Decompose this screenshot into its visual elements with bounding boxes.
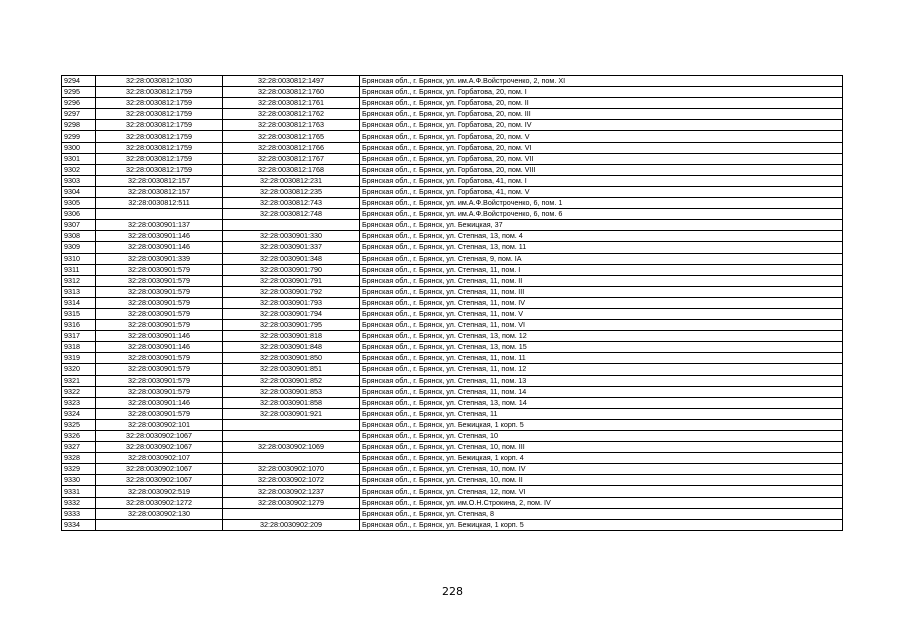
- table-row: [62, 164, 843, 175]
- address-cell: Брянская обл., г. Брянск, ул. Степная, 11, пом. V: [360, 308, 843, 319]
- object-cadastral-number-cell: 32:28:0030812:1497: [223, 76, 360, 87]
- table-row: [62, 198, 843, 209]
- parcel-cadastral-number-cell: 32:28:0030902:1067: [96, 475, 223, 486]
- table-row: [62, 431, 843, 442]
- address-cell: Брянская обл., г. Брянск, ул. Горбатова, 20, пом. VII: [360, 153, 843, 164]
- parcel-cadastral-number-cell: 32:28:0030901:146: [96, 397, 223, 408]
- object-cadastral-number-cell: 32:28:0030901:348: [223, 253, 360, 264]
- table-row: [62, 109, 843, 120]
- row-number-cell: 9332: [62, 497, 96, 508]
- table-row: [62, 186, 843, 197]
- row-number-cell: 9311: [62, 264, 96, 275]
- address-cell: Брянская обл., г. Брянск, ул. Степная, 11, пом. VI: [360, 320, 843, 331]
- parcel-cadastral-number-cell: 32:28:0030901:579: [96, 308, 223, 319]
- row-number-cell: 9297: [62, 109, 96, 120]
- object-cadastral-number-cell: 32:28:0030812:748: [223, 209, 360, 220]
- row-number-cell: 9321: [62, 375, 96, 386]
- row-number-cell: 9296: [62, 98, 96, 109]
- parcel-cadastral-number-cell: 32:28:0030812:1759: [96, 120, 223, 131]
- row-number-cell: 9331: [62, 486, 96, 497]
- row-number-cell: 9326: [62, 431, 96, 442]
- address-cell: Брянская обл., г. Брянск, ул. Бежицкая, 37: [360, 220, 843, 231]
- object-cadastral-number-cell: 32:28:0030812:1765: [223, 131, 360, 142]
- address-cell: Брянская обл., г. Брянск, ул. Степная, 11, пом. 12: [360, 364, 843, 375]
- table-row: [62, 120, 843, 131]
- address-cell: Брянская обл., г. Брянск, ул. Степная, 13, пом. 4: [360, 231, 843, 242]
- row-number-cell: 9307: [62, 220, 96, 231]
- object-cadastral-number-cell: 32:28:0030901:793: [223, 297, 360, 308]
- table-row: [62, 342, 843, 353]
- page-number: 228: [442, 585, 463, 598]
- object-cadastral-number-cell: 32:28:0030901:853: [223, 386, 360, 397]
- table-row: [62, 508, 843, 519]
- address-cell: Брянская обл., г. Брянск, ул. Степная, 9, пом. IA: [360, 253, 843, 264]
- parcel-cadastral-number-cell: 32:28:0030902:101: [96, 419, 223, 430]
- address-cell: Брянская обл., г. Брянск, ул. Горбатова, 20, пом. VI: [360, 142, 843, 153]
- address-cell: Брянская обл., г. Брянск, ул. им.А.Ф.Войстроченко, 6, пом. 1: [360, 198, 843, 209]
- object-cadastral-number-cell: 32:28:0030902:1070: [223, 464, 360, 475]
- address-cell: Брянская обл., г. Брянск, ул. Горбатова, 20, пом. V: [360, 131, 843, 142]
- row-number-cell: 9328: [62, 453, 96, 464]
- address-cell: Брянская обл., г. Брянск, ул. Степная, 12, пом. VI: [360, 486, 843, 497]
- object-cadastral-number-cell: [223, 508, 360, 519]
- address-cell: Брянская обл., г. Брянск, ул. Степная, 11: [360, 408, 843, 419]
- row-number-cell: 9325: [62, 419, 96, 430]
- parcel-cadastral-number-cell: 32:28:0030812:1759: [96, 142, 223, 153]
- object-cadastral-number-cell: 32:28:0030812:743: [223, 198, 360, 209]
- address-cell: Брянская обл., г. Брянск, ул. Степная, 11, пом. 11: [360, 353, 843, 364]
- object-cadastral-number-cell: 32:28:0030901:790: [223, 264, 360, 275]
- parcel-cadastral-number-cell: 32:28:0030902:107: [96, 453, 223, 464]
- parcel-cadastral-number-cell: 32:28:0030901:579: [96, 408, 223, 419]
- table-row: [62, 231, 843, 242]
- table-row: [62, 131, 843, 142]
- object-cadastral-number-cell: 32:28:0030812:1761: [223, 98, 360, 109]
- row-number-cell: 9330: [62, 475, 96, 486]
- object-cadastral-number-cell: 32:28:0030901:852: [223, 375, 360, 386]
- address-cell: Брянская обл., г. Брянск, ул. Степная, 13, пом. 15: [360, 342, 843, 353]
- object-cadastral-number-cell: 32:28:0030901:921: [223, 408, 360, 419]
- object-cadastral-number-cell: [223, 453, 360, 464]
- address-cell: Брянская обл., г. Брянск, ул. Степная, 11, пом. III: [360, 286, 843, 297]
- parcel-cadastral-number-cell: 32:28:0030902:1067: [96, 442, 223, 453]
- table-row: [62, 519, 843, 530]
- object-cadastral-number-cell: 32:28:0030901:337: [223, 242, 360, 253]
- table-row: [62, 253, 843, 264]
- parcel-cadastral-number-cell: [96, 209, 223, 220]
- parcel-cadastral-number-cell: 32:28:0030902:1067: [96, 431, 223, 442]
- object-cadastral-number-cell: 32:28:0030901:858: [223, 397, 360, 408]
- object-cadastral-number-cell: 32:28:0030901:791: [223, 275, 360, 286]
- address-cell: Брянская обл., г. Брянск, ул. Степная, 8: [360, 508, 843, 519]
- parcel-cadastral-number-cell: 32:28:0030901:579: [96, 353, 223, 364]
- address-cell: Брянская обл., г. Брянск, ул. им.А.Ф.Войстроченко, 6, пом. 6: [360, 209, 843, 220]
- row-number-cell: 9316: [62, 320, 96, 331]
- object-cadastral-number-cell: 32:28:0030812:1762: [223, 109, 360, 120]
- parcel-cadastral-number-cell: 32:28:0030901:146: [96, 242, 223, 253]
- address-cell: Брянская обл., г. Брянск, ул. им.О.Н.Строкина, 2, пом. IV: [360, 497, 843, 508]
- parcel-cadastral-number-cell: 32:28:0030901:146: [96, 331, 223, 342]
- table-row: [62, 442, 843, 453]
- table-row: [62, 408, 843, 419]
- address-cell: Брянская обл., г. Брянск, ул. Степная, 11, пом. 13: [360, 375, 843, 386]
- table-row: [62, 264, 843, 275]
- parcel-cadastral-number-cell: 32:28:0030901:579: [96, 286, 223, 297]
- parcel-cadastral-number-cell: 32:28:0030901:146: [96, 342, 223, 353]
- parcel-cadastral-number-cell: 32:28:0030901:579: [96, 364, 223, 375]
- address-cell: Брянская обл., г. Брянск, ул. Бежицкая, 1 корп. 5: [360, 419, 843, 430]
- row-number-cell: 9318: [62, 342, 96, 353]
- table-row: [62, 419, 843, 430]
- parcel-cadastral-number-cell: 32:28:0030812:1759: [96, 164, 223, 175]
- parcel-cadastral-number-cell: 32:28:0030901:579: [96, 275, 223, 286]
- row-number-cell: 9302: [62, 164, 96, 175]
- address-cell: Брянская обл., г. Брянск, ул. им.А.Ф.Войстроченко, 2, пом. XI: [360, 76, 843, 87]
- address-cell: Брянская обл., г. Брянск, ул. Горбатова, 20, пом. IV: [360, 120, 843, 131]
- object-cadastral-number-cell: 32:28:0030902:1069: [223, 442, 360, 453]
- table-row: [62, 475, 843, 486]
- table-row: [62, 353, 843, 364]
- row-number-cell: 9314: [62, 297, 96, 308]
- row-number-cell: 9309: [62, 242, 96, 253]
- row-number-cell: 9306: [62, 209, 96, 220]
- parcel-cadastral-number-cell: 32:28:0030812:1030: [96, 76, 223, 87]
- parcel-cadastral-number-cell: 32:28:0030812:157: [96, 186, 223, 197]
- object-cadastral-number-cell: 32:28:0030902:1237: [223, 486, 360, 497]
- parcel-cadastral-number-cell: [96, 519, 223, 530]
- object-cadastral-number-cell: 32:28:0030901:792: [223, 286, 360, 297]
- row-number-cell: 9304: [62, 186, 96, 197]
- parcel-cadastral-number-cell: 32:28:0030901:579: [96, 264, 223, 275]
- row-number-cell: 9334: [62, 519, 96, 530]
- address-cell: Брянская обл., г. Брянск, ул. Степная, 10: [360, 431, 843, 442]
- row-number-cell: 9305: [62, 198, 96, 209]
- row-number-cell: 9317: [62, 331, 96, 342]
- table-row: [62, 486, 843, 497]
- address-cell: Брянская обл., г. Брянск, ул. Бежицкая, 1 корп. 5: [360, 519, 843, 530]
- table-row: [62, 153, 843, 164]
- row-number-cell: 9310: [62, 253, 96, 264]
- table-row: [62, 286, 843, 297]
- row-number-cell: 9294: [62, 76, 96, 87]
- parcel-cadastral-number-cell: 32:28:0030901:579: [96, 297, 223, 308]
- table-row: [62, 87, 843, 98]
- address-cell: Брянская обл., г. Брянск, ул. Степная, 10, пом. IV: [360, 464, 843, 475]
- parcel-cadastral-number-cell: 32:28:0030902:519: [96, 486, 223, 497]
- table-row: [62, 320, 843, 331]
- parcel-cadastral-number-cell: 32:28:0030902:130: [96, 508, 223, 519]
- parcel-cadastral-number-cell: 32:28:0030901:579: [96, 386, 223, 397]
- table-row: [62, 209, 843, 220]
- object-cadastral-number-cell: 32:28:0030812:1760: [223, 87, 360, 98]
- table-row: [62, 375, 843, 386]
- table-row: [62, 275, 843, 286]
- object-cadastral-number-cell: 32:28:0030812:1767: [223, 153, 360, 164]
- table-row: [62, 464, 843, 475]
- address-cell: Брянская обл., г. Брянск, ул. Степная, 10, пом. III: [360, 442, 843, 453]
- address-cell: Брянская обл., г. Брянск, ул. Горбатова, 20, пом. III: [360, 109, 843, 120]
- object-cadastral-number-cell: [223, 431, 360, 442]
- table-row: [62, 242, 843, 253]
- object-cadastral-number-cell: 32:28:0030812:235: [223, 186, 360, 197]
- table-row: [62, 364, 843, 375]
- table-row: [62, 142, 843, 153]
- row-number-cell: 9303: [62, 175, 96, 186]
- row-number-cell: 9295: [62, 87, 96, 98]
- address-cell: Брянская обл., г. Брянск, ул. Бежицкая, 1 корп. 4: [360, 453, 843, 464]
- address-cell: Брянская обл., г. Брянск, ул. Степная, 10, пом. II: [360, 475, 843, 486]
- row-number-cell: 9322: [62, 386, 96, 397]
- address-cell: Брянская обл., г. Брянск, ул. Горбатова, 20, пом. I: [360, 87, 843, 98]
- table-row: [62, 386, 843, 397]
- object-cadastral-number-cell: 32:28:0030901:851: [223, 364, 360, 375]
- parcel-cadastral-number-cell: 32:28:0030812:1759: [96, 87, 223, 98]
- table-row: [62, 76, 843, 87]
- row-number-cell: 9323: [62, 397, 96, 408]
- table-row: [62, 331, 843, 342]
- object-cadastral-number-cell: 32:28:0030901:848: [223, 342, 360, 353]
- parcel-cadastral-number-cell: 32:28:0030902:1272: [96, 497, 223, 508]
- table-row: [62, 497, 843, 508]
- row-number-cell: 9333: [62, 508, 96, 519]
- object-cadastral-number-cell: 32:28:0030901:850: [223, 353, 360, 364]
- parcel-cadastral-number-cell: 32:28:0030902:1067: [96, 464, 223, 475]
- object-cadastral-number-cell: 32:28:0030812:1766: [223, 142, 360, 153]
- row-number-cell: 9312: [62, 275, 96, 286]
- row-number-cell: 9319: [62, 353, 96, 364]
- object-cadastral-number-cell: [223, 220, 360, 231]
- parcel-cadastral-number-cell: 32:28:0030812:1759: [96, 109, 223, 120]
- table-row: [62, 453, 843, 464]
- row-number-cell: 9301: [62, 153, 96, 164]
- row-number-cell: 9315: [62, 308, 96, 319]
- address-cell: Брянская обл., г. Брянск, ул. Степная, 11, пом. 14: [360, 386, 843, 397]
- registry-table-body: [62, 76, 843, 531]
- address-cell: Брянская обл., г. Брянск, ул. Степная, 13, пом. 12: [360, 331, 843, 342]
- object-cadastral-number-cell: [223, 419, 360, 430]
- parcel-cadastral-number-cell: 32:28:0030812:157: [96, 175, 223, 186]
- parcel-cadastral-number-cell: 32:28:0030812:1759: [96, 98, 223, 109]
- parcel-cadastral-number-cell: 32:28:0030901:579: [96, 320, 223, 331]
- address-cell: Брянская обл., г. Брянск, ул. Степная, 11, пом. IV: [360, 297, 843, 308]
- parcel-cadastral-number-cell: 32:28:0030812:511: [96, 198, 223, 209]
- property-registry-table: [61, 75, 843, 531]
- row-number-cell: 9298: [62, 120, 96, 131]
- object-cadastral-number-cell: 32:28:0030901:818: [223, 331, 360, 342]
- row-number-cell: 9308: [62, 231, 96, 242]
- parcel-cadastral-number-cell: 32:28:0030901:146: [96, 231, 223, 242]
- row-number-cell: 9329: [62, 464, 96, 475]
- address-cell: Брянская обл., г. Брянск, ул. Степная, 13, пом. 11: [360, 242, 843, 253]
- row-number-cell: 9327: [62, 442, 96, 453]
- table-row: [62, 175, 843, 186]
- row-number-cell: 9313: [62, 286, 96, 297]
- address-cell: Брянская обл., г. Брянск, ул. Степная, 11, пом. II: [360, 275, 843, 286]
- row-number-cell: 9324: [62, 408, 96, 419]
- table-row: [62, 220, 843, 231]
- row-number-cell: 9300: [62, 142, 96, 153]
- object-cadastral-number-cell: 32:28:0030902:1279: [223, 497, 360, 508]
- object-cadastral-number-cell: 32:28:0030901:794: [223, 308, 360, 319]
- parcel-cadastral-number-cell: 32:28:0030812:1759: [96, 131, 223, 142]
- address-cell: Брянская обл., г. Брянск, ул. Горбатова, 41, пом. I: [360, 175, 843, 186]
- parcel-cadastral-number-cell: 32:28:0030901:339: [96, 253, 223, 264]
- table-row: [62, 98, 843, 109]
- address-cell: Брянская обл., г. Брянск, ул. Степная, 11, пом. I: [360, 264, 843, 275]
- table-row: [62, 308, 843, 319]
- object-cadastral-number-cell: 32:28:0030902:1072: [223, 475, 360, 486]
- row-number-cell: 9299: [62, 131, 96, 142]
- object-cadastral-number-cell: 32:28:0030901:330: [223, 231, 360, 242]
- address-cell: Брянская обл., г. Брянск, ул. Степная, 13, пом. 14: [360, 397, 843, 408]
- address-cell: Брянская обл., г. Брянск, ул. Горбатова, 20, пом. II: [360, 98, 843, 109]
- address-cell: Брянская обл., г. Брянск, ул. Горбатова, 20, пом. VIII: [360, 164, 843, 175]
- parcel-cadastral-number-cell: 32:28:0030812:1759: [96, 153, 223, 164]
- row-number-cell: 9320: [62, 364, 96, 375]
- table-row: [62, 297, 843, 308]
- object-cadastral-number-cell: 32:28:0030812:231: [223, 175, 360, 186]
- parcel-cadastral-number-cell: 32:28:0030901:579: [96, 375, 223, 386]
- table-row: [62, 397, 843, 408]
- object-cadastral-number-cell: 32:28:0030812:1763: [223, 120, 360, 131]
- object-cadastral-number-cell: 32:28:0030901:795: [223, 320, 360, 331]
- object-cadastral-number-cell: 32:28:0030812:1768: [223, 164, 360, 175]
- address-cell: Брянская обл., г. Брянск, ул. Горбатова, 41, пом. V: [360, 186, 843, 197]
- parcel-cadastral-number-cell: 32:28:0030901:137: [96, 220, 223, 231]
- object-cadastral-number-cell: 32:28:0030902:209: [223, 519, 360, 530]
